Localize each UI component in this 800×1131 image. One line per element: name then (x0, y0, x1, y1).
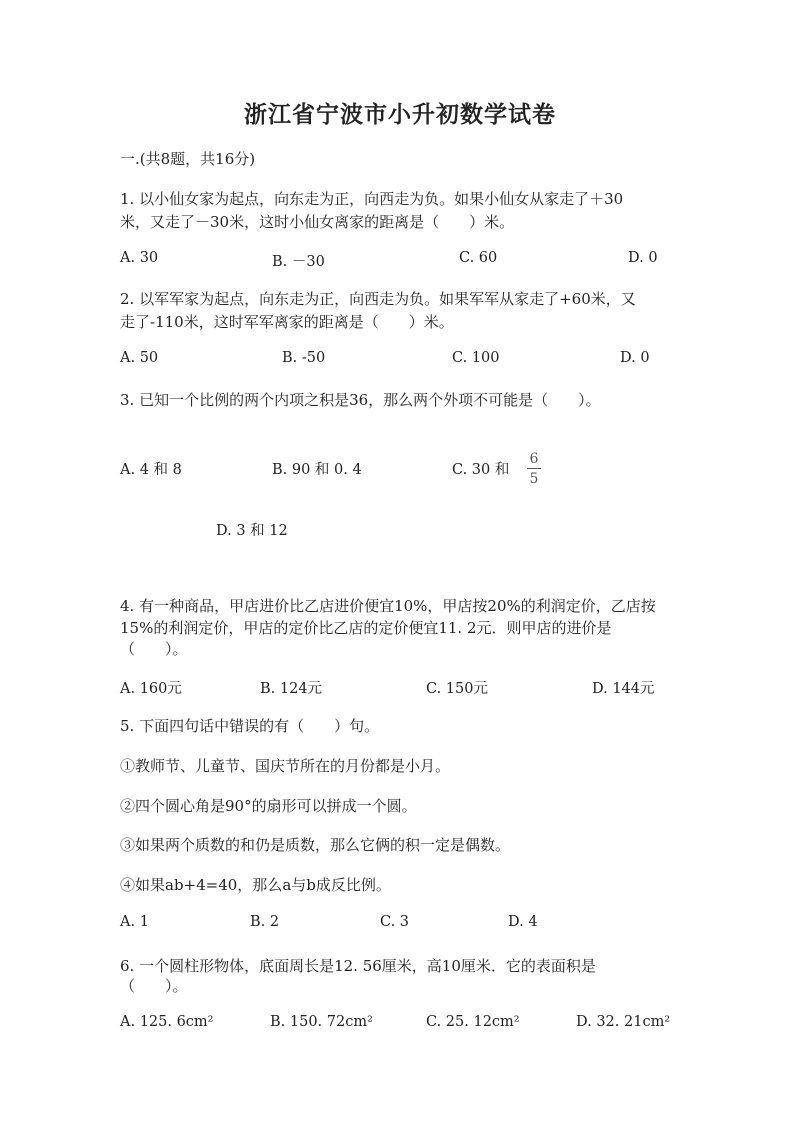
fraction-numerator: 6 (529, 451, 539, 467)
question-4-option-d: D. 144元 (592, 681, 655, 697)
question-1-option-d: D. 0 (628, 250, 658, 266)
question-2-option-d: D. 0 (620, 350, 650, 366)
question-5-statement-3: ③如果两个质数的和仍是质数，那么它俩的积一定是偶数。 (120, 836, 511, 854)
question-6-text-line-1: 6. 一个圆柱形物体，底面周长是12. 56厘米，高10厘米．它的表面积是 (120, 957, 596, 975)
question-2-option-c: C. 100 (452, 350, 500, 366)
question-1-text-line-1: 1. 以小仙女家为起点，向东走为正，向西走为负。如果小仙女从家走了＋30 (120, 190, 624, 208)
question-4-text-line-2: 15%的利润定价，甲店的定价比乙店的定价便宜11. 2元．则甲店的进价是 (120, 619, 612, 637)
question-6-option-b: B. 150. 72cm² (270, 1014, 373, 1030)
question-6-text-line-2: （ ）。 (120, 977, 188, 995)
question-6-option-c: C. 25. 12cm² (426, 1014, 520, 1030)
question-4-text-line-3: （ ）。 (120, 640, 188, 658)
question-3-option-d: D. 3 和 12 (216, 523, 288, 539)
question-5-statement-4: ④如果ab+4=40，那么a与b成反比例。 (120, 876, 391, 894)
question-2-text-line-1: 2. 以军军家为起点，向东走为正，向西走为负。如果军军从家走了+60米，又 (120, 290, 636, 308)
question-1-option-c: C. 60 (459, 250, 498, 266)
page-title: 浙江省宁波市小升初数学试卷 (244, 101, 556, 128)
fraction-denominator: 5 (529, 471, 539, 487)
question-3-option-b: B. 90 和 0. 4 (272, 462, 362, 478)
question-4-option-c: C. 150元 (426, 681, 488, 697)
question-5-text: 5. 下面四句话中错误的有（ ）句。 (120, 717, 380, 735)
question-6-option-a: A. 125. 6cm² (120, 1014, 214, 1030)
question-1-option-b: B. －30 (272, 254, 325, 270)
question-5-statement-2: ②四个圆心角是90°的扇形可以拼成一个圆。 (120, 797, 417, 815)
question-2-text-line-2: 走了-110米，这时军军离家的距离是（ ）米。 (120, 313, 454, 331)
question-2-option-b: B. -50 (282, 350, 326, 366)
question-5-option-b: B. 2 (250, 914, 280, 930)
question-4-option-a: A. 160元 (120, 681, 182, 697)
question-3-option-c: C. 30 和 (452, 462, 510, 478)
question-1-option-a: A. 30 (120, 250, 159, 266)
question-1-text-line-2: 米，又走了－30米，这时小仙女离家的距离是（ ）米。 (120, 213, 515, 231)
question-6-option-d: D. 32. 21cm² (576, 1014, 671, 1030)
question-3-option-a: A. 4 和 8 (120, 462, 182, 478)
question-2-option-a: A. 50 (120, 350, 159, 366)
question-3-text: 3. 已知一个比例的两个内项之积是36，那么两个外项不可能是（ ）。 (120, 391, 601, 409)
question-4-text-line-1: 4. 有一种商品，甲店进价比乙店进价便宜10%，甲店按20%的利润定价，乙店按 (120, 597, 656, 615)
question-5-option-d: D. 4 (508, 914, 538, 930)
question-5-option-a: A. 1 (120, 914, 149, 930)
question-5-statement-1: ①教师节、儿童节、国庆节所在的月份都是小月。 (120, 757, 451, 775)
question-5-option-c: C. 3 (380, 914, 410, 930)
question-3-option-c-fraction (526, 452, 542, 486)
section-heading: 一.(共8题，共16分) (120, 150, 256, 168)
question-4-option-b: B. 124元 (260, 681, 323, 697)
